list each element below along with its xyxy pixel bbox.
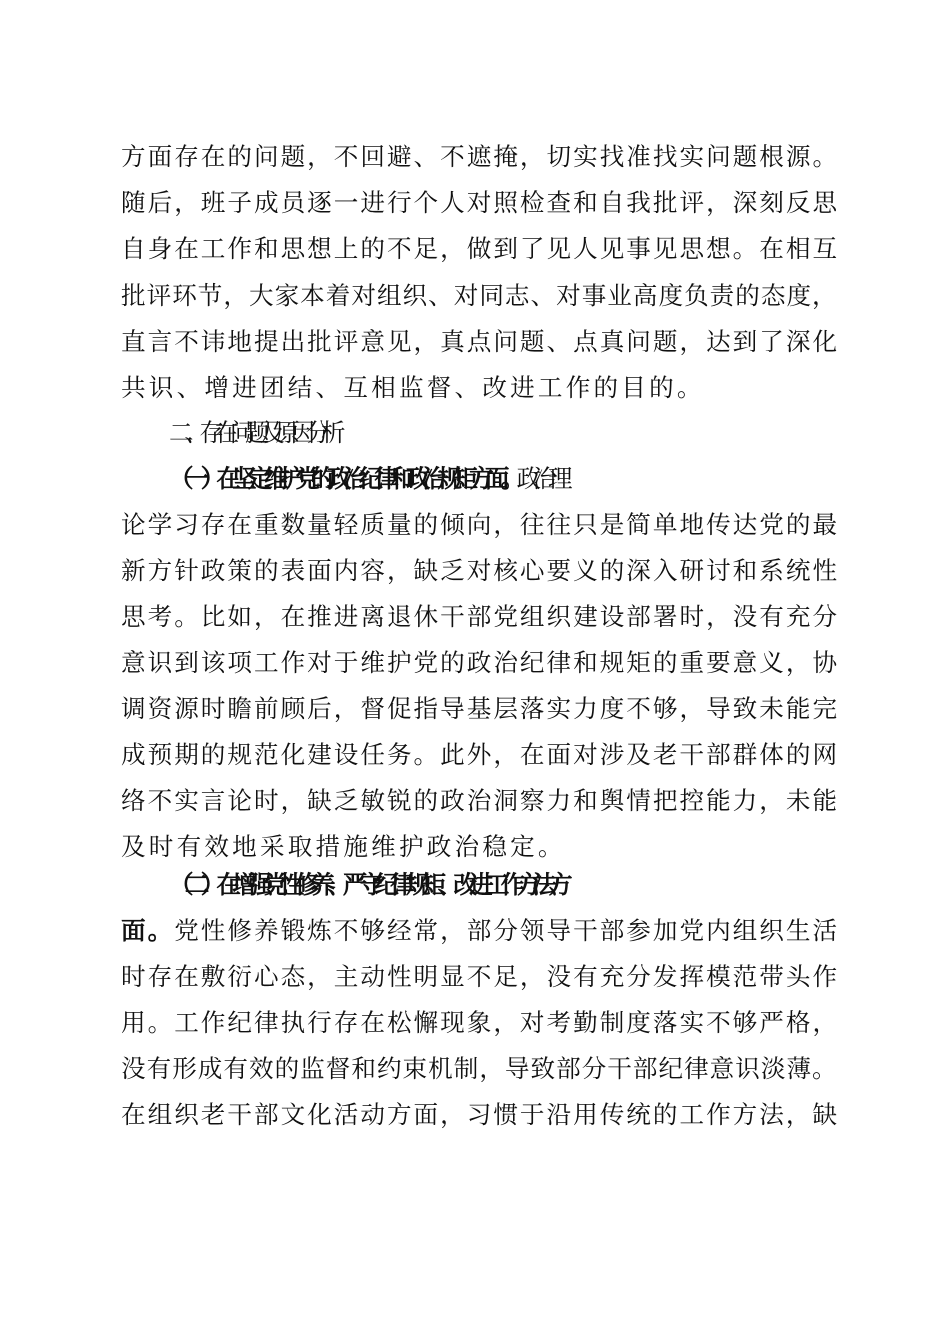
subsection-second-line (121, 911, 841, 951)
subsection-title: （一）在坚定维护党的政治纪律和政治规矩方面。 (169, 464, 517, 493)
body-text-span: 政治理 (516, 464, 564, 493)
body-text-line: 络不实言论时，缺乏敏锐的政治洞察力和舆情把控能力，未能 (121, 786, 840, 815)
body-text-line: 方面存在的问题，不回避、不遮掩，切实找准找实问题根源。 (121, 142, 840, 171)
subsection-title-end: 面。 (121, 916, 175, 945)
body-text-line: 论学习存在重数量轻质量的倾向，往往只是简单地传达党的最 (121, 510, 840, 539)
section-heading: 二、存在问题及原因分析 (169, 418, 337, 447)
subsection-first-line (169, 459, 889, 499)
body-text-line: 用。工作纪律执行存在松懈现象，对考勤制度落实不够严格， (121, 1008, 840, 1037)
body-text-line: 思考。比如，在推进离退休干部党组织建设部署时，没有充分 (121, 602, 840, 631)
body-text-line: 随后，班子成员逐一进行个人对照检查和自我批评，深刻反思 (121, 188, 840, 217)
body-text-line: 时存在敷衍心态，主动性明显不足，没有充分发挥模范带头作 (121, 962, 840, 991)
body-text-line: 调资源时瞻前顾后，督促指导基层落实力度不够，导致未能完 (121, 694, 840, 723)
body-text-line: 及时有效地采取措施维护政治稳定。 (121, 832, 566, 861)
body-text-line: 意识到该项工作对于维护党的政治纪律和规矩的重要意义，协 (121, 648, 840, 677)
body-text-line: 共识、增进团结、互相监督、改进工作的目的。 (121, 373, 705, 402)
body-text-line: 批评环节，大家本着对组织、对同志、对事业高度负责的态度， (121, 281, 838, 310)
body-text-line: 新方针政策的表面内容，缺乏对核心要义的深入研讨和系统性 (121, 556, 840, 585)
body-text-line: 在组织老干部文化活动方面，习惯于沿用传统的工作方法，缺 (121, 1100, 840, 1129)
body-text-line: 直言不讳地提出批评意见，真点问题、点真问题，达到了深化 (121, 327, 840, 356)
body-text-line: 自身在工作和思想上的不足，做到了见人见事见思想。在相互 (121, 234, 840, 263)
body-text-span: 党性修养锻炼不够经常，部分领导干部参加党内组织生活 (174, 916, 840, 945)
body-text-line: 成预期的规范化建设任务。此外，在面对涉及老干部群体的网 (121, 740, 840, 769)
body-text-line: 没有形成有效的监督和约束机制，导致部分干部纪律意识淡薄。 (121, 1054, 838, 1083)
subsection-title: （二）在增强党性修养、严守纪律规矩、改进工作方法方 (169, 870, 564, 899)
